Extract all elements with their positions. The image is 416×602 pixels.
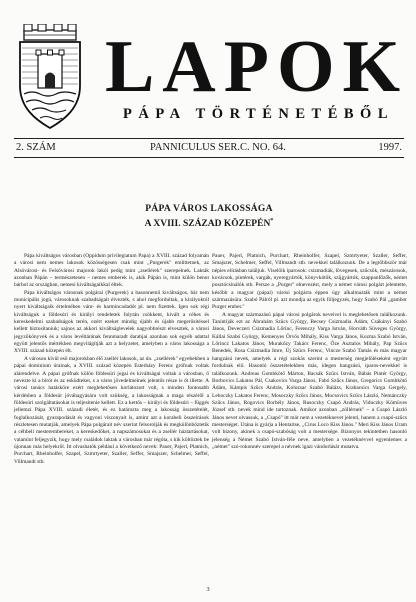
paragraph: Pauer, Pajerl, Platnich, Purchart, Rheinholfer, Szapel, Szmrtyeter, Szaller, Seffer, Smajszer, Schelmer, Seffel, Villmandt stb. nevekkel találkozunk. De a legtöbbször már népies elírásban találjuk. Viselőik iparosok: csizmadiák, lövegesek, szűcsök, mészárosok, kovácsok, pintérek, vargák, nyeregyártók, könyvkötők, szíjgyártók, szappanfőzők, német posztócsinálók stb. Persze a „Purger" elnevezést, mely a német városi polgárt jelentette, később a magyar (pápai) városi polgárra éppen úgy alkalmazták mint a német származásúra. Szabó Pálról pl. azt mondja az egyik följegyzés, hogy Szabó Pál „gambor Purger ember." bbox=[212, 253, 407, 311]
issue-bar-top-rule bbox=[14, 138, 404, 139]
issue-year: 1997. bbox=[378, 142, 402, 153]
paragraph: A városon kívül eső majorokban élő zsellér lakosok, az ún. „zsellérek" egyebekben a pápai dominium úrainak, a XVIII. század közepén Esterházy Ferenc grófnak voltak alárendelve. A pápai grófnak külön földesúri jogai és kiváltságai voltak a városban, ő nevezte ki a bírót és az esküdteket, s a város jövedelmeinek jelentős része is őt illette. A városi tanács hatásköre ezért meglehetősen korlátozott volt, s minden fontosabb kérdésben a földesúr jóváhagyására volt szükség, a lakosságnak a maga részéről a földesúri szolgáltatásokat is teljesítenie kellett. Ez a kettős – királyi és földesúri – függés jellemzi Pápa XVIII. századi életét, és ez határozta meg a lakosság összetételét, foglalkozását, gyarapodását és vagyoni viszonyait is, amint azt a korabeli összeírások részletesen mutatják, amelyek Pápa polgárait név szerint felsorolják és megkülönböztetik a céhbeli mesterembereket, a kereskedőket, a napszámosokat és a zsellér háztartásokat, valamint feljegyzik, hogy mely családok laktak a városban már régóta, s kik költöztek be újonnan más helyekről. Itt olvashatók például a következő nevek: Pauer, Pajerl, Platnich, Purchart, Rheinholfer, Szapel, Szmrtyeter, Szaller, Seffer, Smajszer, Schelmer, Seffel, Villmandt stb. bbox=[14, 355, 209, 465]
text-column-right bbox=[212, 253, 407, 451]
text-column-left bbox=[14, 253, 209, 466]
issue-bar-bottom-rule bbox=[14, 157, 404, 158]
masthead-title: LAPOK bbox=[104, 26, 409, 108]
page-number: 3 bbox=[206, 586, 210, 593]
paragraph: A magyar származású pápai városi polgárok neveivel is meglehetősen találkozunk. Tanintiják ezt az Ábrahám Szücs György, Becsey Csizmadia Ádám, Csákányi Szabó János, Deveczeri Csizmadia Lőrinc, Ferenczy Varga István, Horváth Süveges György, Kállai Szabó György, Kemenyes Örvös Mihály, Kiss Varga János, Kozma Szabó István, Lőrincz Lakatos János, Murakőzy Takács Ferenc, Őze Asztalos Mihály, Pap Szücs Benedek, Rosa Csizmadia Imre, Új Szücs Ferenc, Vincze Szabó Tamás és más magyar hangzású nevek, amelyek a régi szokás szerint a mesterség megjelöléseként egyútt fordulnak elő. Hasonló összetételekben más, idegen hangzású, iparos-nevekkel is találkozunk. Andreas Gombkötő Márton, Bacsák Szűcs István, Bábás Pintér György, Borbovics Lakatos Pál, Csakovics Varga János, Fabó Szűcs János, Gregorics Gombkötő Ádám, Kámpis Szűcs András, Kolozsar Szabó Balázs, Krabacsics Varga Gergely, Lehoczky Lakatos Ferenc, Mosoczky Szűcs János, Mocsovics Szűcs László, Nemánczky Szűcs János, Rogovics Borbély János, Rusoczky Csapó András, Viduczky Kömüves József stb. nevek mind ide tartoznak. Amikor azonban „zöllérnek" – a Csapó László János nevet olvassuk, a „Csapó" itt már nem a vezetéknevet jelenti, hanem a csapó-szűcs mesterséget. Utána is gyárja a Hentartse, „Cirus Loco Kiss János." Meri Kiss János Uram volt bizony, akinek a csapó-szabóság volt a mestersége. Bizonyos tekintetben hasonló jelenség a Német Szabó István-féle neve, amelyben a vezetéknévvel egyenlemes a „német" szó-rokonnév szerepel a névnek igazi vándorlását mutatva. bbox=[212, 311, 407, 450]
footnote-mark: * bbox=[270, 218, 274, 224]
issue-series: PANNICULUS SER.C. NO. 64. bbox=[150, 142, 286, 153]
paragraph: Pápa kiváltságos városban (Oppidum privilegiatum Papa) a XVIII. század folyamán a városi nem nemes lakosok közösségesen csak mint „Purgerek" említtetnek, az Alsóvárosi- és Felsővárosi majorok lakói pedig mint „zsellérek" szerepelnek. Lakták azonban Pápán – természetesen – nemes emberek is, akik Pápán is, mint külön bennt bárhol az országban, nemesi kiváltságaikkal éltek. bbox=[14, 253, 209, 289]
masthead bbox=[14, 24, 409, 136]
article-title: PÁPA VÁROS LAKOSSÁGA bbox=[145, 204, 273, 214]
city-coat-of-arms-icon bbox=[14, 24, 86, 130]
article-subtitle-text: A XVIII. SZÁZAD KÖZEPÉN bbox=[144, 219, 271, 230]
issue-number: 2. SZÁM bbox=[16, 142, 56, 153]
masthead-subtitle: PÁPA TÖRTÉNETÉBŐL bbox=[122, 106, 394, 122]
article-heading bbox=[14, 204, 404, 229]
paragraph: Pápa kiváltságos városnak polgárai (Purgerek) a hasonnemű kiváltságos, bár nem municipális jogú, városoknak szabadságait élvezték, s ahol megfordultak, a királyoktól nyert kiváltságaik értelmében vám- és harmincadadót pl. nem fizettek. Igen sok régi kiváltságuk a földesúri és királyi rendeletek folytán csökkent, kivált a céhes és kereskedelmi szabadságok terén, ezért ezeket mindig újabb és újabb megerősítéssel kellett biztosítaniuk; sajnos az akkori kiváltságlevelek nagyobbrészt elvesztek, a városi jegyzőkönyvek és a város levéltárának fennmaradt darabjai azonban sok egyéb adattal együtt jelentős mértékben megvilágítják azt a helyzetet, amelyben a város lakossága a XVIII. század közepén élt. bbox=[14, 289, 209, 355]
article-subtitle bbox=[14, 218, 404, 229]
